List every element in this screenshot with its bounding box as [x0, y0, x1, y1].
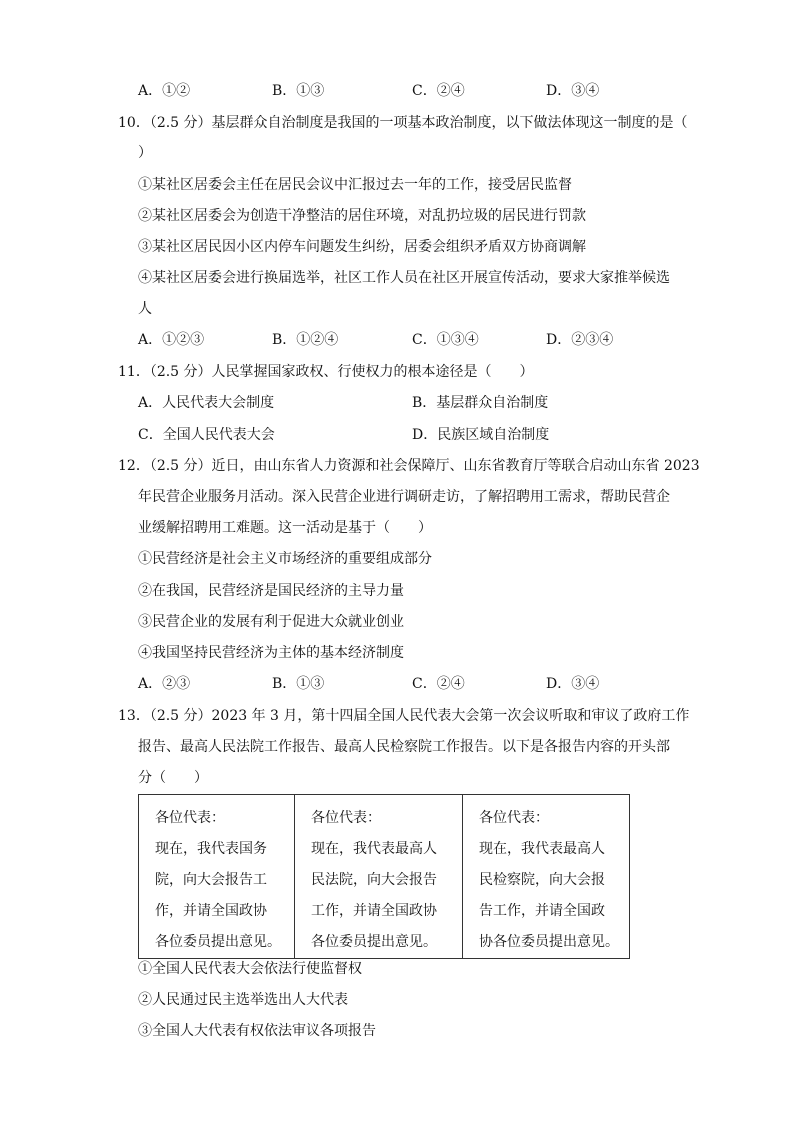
q12-option-b: B．①③: [272, 676, 325, 692]
q13-statement-2: ②人民通过民主选举选出人大代表: [138, 992, 348, 1008]
procuratorate-report-cell: [463, 795, 630, 959]
q12-statement-4: ④我国坚持民营经济为主体的基本经济制度: [138, 645, 404, 661]
q10-statement-3: ③某社区居民因小区内停车问题发生纠纷，居委会组织矛盾双方协商调解: [138, 239, 586, 255]
q10-statement-1: ①某社区居委会主任在居民会议中汇报过去一年的工作，接受居民监督: [138, 177, 572, 193]
cell-line: 现在，我代表国务: [155, 841, 267, 857]
q10-stem-line-2: ）: [138, 145, 152, 161]
cell-line: 各位代表：: [479, 810, 549, 826]
q10-stem-line-1: 10．（2.5 分）基层群众自治制度是我国的一项基本政治制度，以下做法体现这一制度的是（: [118, 115, 688, 131]
q11-option-b: B．基层群众自治制度: [412, 395, 549, 411]
court-report-cell: [295, 795, 463, 959]
q13-statement-3: ③全国人大代表有权依法审议各项报告: [138, 1023, 376, 1039]
cell-line: 现在，我代表最高人: [479, 841, 605, 857]
q13-stem-line-3: 分（ ）: [138, 770, 208, 786]
q11-option-a: A．人民代表大会制度: [138, 395, 275, 411]
cell-line: 协各位委员提出意见。: [479, 934, 619, 950]
q12-option-d: D．③④: [546, 676, 600, 692]
report-excerpts-table: [138, 794, 630, 959]
cell-line: 民检察院，向大会报: [479, 872, 605, 888]
q12-statement-2: ②在我国，民营经济是国民经济的主导力量: [138, 583, 404, 599]
cell-line: 工作，并请全国政协: [311, 903, 437, 919]
cell-line: 现在，我代表最高人: [311, 841, 437, 857]
q9-option-c: C．②④: [412, 83, 465, 99]
q12-option-c: C．②④: [412, 676, 465, 692]
q11-stem: 11．（2.5 分）人民掌握国家政权、行使权力的根本途径是（ ）: [118, 364, 534, 380]
q10-statement-4: ④某社区居委会进行换届选举，社区工作人员在社区开展宣传活动，要求大家推举候选: [138, 270, 670, 286]
q13-stem-line-1: 13．（2.5 分）2023 年 3 月，第十四届全国人民代表大会第一次会议听取和审议了政府工作: [118, 708, 690, 724]
q12-statement-1: ①民营经济是社会主义市场经济的重要组成部分: [138, 551, 432, 567]
q10-option-d: D．②③④: [546, 332, 614, 348]
cell-line: 各位代表：: [155, 810, 225, 826]
q10-option-a: A．①②③: [138, 332, 205, 348]
q12-stem-line-3: 业缓解招聘用工难题。这一活动是基于（ ）: [138, 520, 432, 536]
q12-stem-line-2: 年民营企业服务月活动。深入民营企业进行调研走访，了解招聘用工需求，帮助民营企: [138, 489, 670, 505]
q9-option-a: A．①②: [138, 83, 191, 99]
q13-stem-line-2: 报告、最高人民法院工作报告、最高人民检察院工作报告。以下是各报告内容的开头部: [138, 739, 670, 755]
cell-line: 各位代表：: [311, 810, 381, 826]
q9-option-d: D．③④: [546, 83, 600, 99]
q12-stem-line-1: 12．（2.5 分）近日，由山东省人力资源和社会保障厅、山东省教育厅等联合启动山东省 2023: [118, 458, 700, 474]
q9-option-b: B．①③: [272, 83, 325, 99]
q10-statement-4-cont: 人: [138, 301, 152, 317]
cell-line: 各位委员提出意见。: [311, 934, 437, 950]
q10-option-c: C．①③④: [412, 332, 479, 348]
cell-line: 院，向大会报告工: [155, 872, 267, 888]
q12-option-a: A．②③: [138, 676, 191, 692]
q10-option-b: B．①②④: [272, 332, 339, 348]
q13-statement-1: ①全国人民代表大会依法行使监督权: [138, 961, 362, 977]
q12-statement-3: ③民营企业的发展有利于促进大众就业创业: [138, 614, 404, 630]
q11-option-d: D．民族区域自治制度: [412, 427, 550, 443]
cell-line: 作，并请全国政协: [155, 903, 267, 919]
q11-option-c: C．全国人民代表大会: [138, 427, 275, 443]
cell-line: 各位委员提出意见。: [155, 934, 281, 950]
government-report-cell: [139, 795, 295, 959]
cell-line: 民法院，向大会报告: [311, 872, 437, 888]
cell-line: 告工作，并请全国政: [479, 903, 605, 919]
q10-statement-2: ②某社区居委会为创造干净整洁的居住环境，对乱扔垃圾的居民进行罚款: [138, 208, 586, 224]
